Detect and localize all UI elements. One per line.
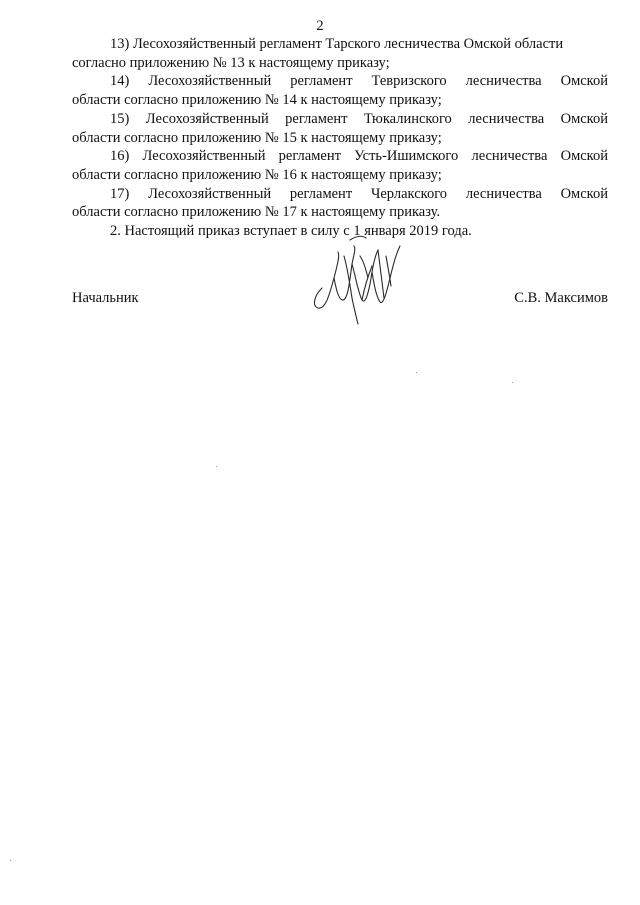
list-item-13-line-2: согласно приложению № 13 к настоящему приказу; bbox=[72, 54, 390, 71]
scan-speck bbox=[216, 466, 217, 467]
list-item-15-line-1: 15) Лесохозяйственный регламент Тюкалинского лесничества Омской bbox=[110, 110, 608, 127]
list-item-16-line-1: 16) Лесохозяйственный регламент Усть-Ишимского лесничества Омской bbox=[110, 148, 608, 165]
page-number: 2 bbox=[316, 18, 324, 34]
list-item-15 bbox=[72, 110, 608, 147]
list-item-16-line-2: области согласно приложению № 16 к настоящему приказу; bbox=[72, 166, 442, 183]
document-body bbox=[72, 35, 608, 241]
scan-speck bbox=[10, 860, 11, 861]
scan-speck bbox=[416, 372, 417, 373]
list-item-14 bbox=[72, 72, 608, 109]
list-item-14-line-1: 14) Лесохозяйственный регламент Тевризского лесничества Омской bbox=[110, 73, 608, 90]
list-item-17-line-1: 17) Лесохозяйственный регламент Черлакского лесничества Омской bbox=[110, 185, 608, 202]
signatory-name: С.В. Максимов bbox=[514, 290, 608, 306]
list-item-13 bbox=[72, 35, 608, 72]
list-item-15-line-2: области согласно приложению № 15 к настоящему приказу; bbox=[72, 129, 442, 146]
list-item-17-line-2: области согласно приложению № 17 к настоящему приказу. bbox=[72, 204, 441, 221]
effective-date-text: 2. Настоящий приказ вступает в силу с 1 января 2019 года. bbox=[110, 223, 472, 240]
list-item-17 bbox=[72, 185, 608, 222]
handwritten-signature bbox=[300, 226, 410, 332]
list-item-13-line-1: 13) Лесохозяйственный регламент Тарского лесничества Омской области bbox=[110, 36, 564, 52]
list-item-16 bbox=[72, 147, 608, 184]
list-item-14-line-2: области согласно приложению № 14 к настоящему приказу; bbox=[72, 92, 442, 109]
scan-speck bbox=[512, 382, 513, 383]
signatory-position: Начальник bbox=[72, 290, 139, 306]
